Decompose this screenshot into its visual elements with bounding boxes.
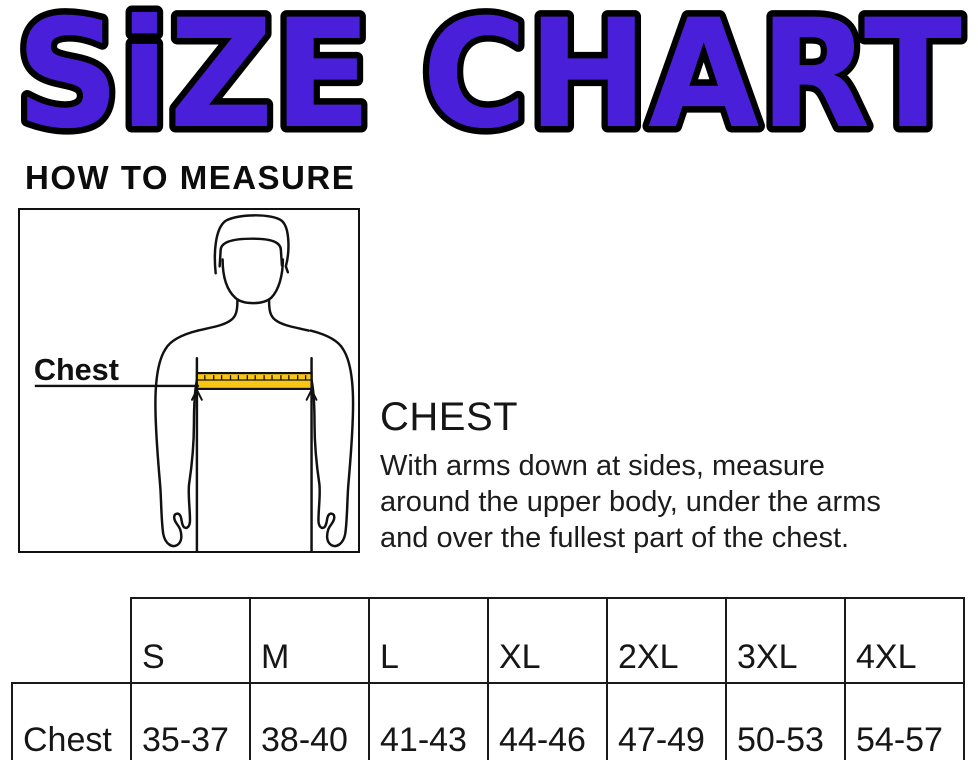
- blank-cell: [12, 598, 131, 683]
- row-label-cell: Chest: [12, 683, 131, 760]
- size-column-header: 2XL: [607, 598, 726, 683]
- chest-section-heading: CHEST: [380, 395, 519, 439]
- size-table-header-row: [12, 598, 964, 683]
- size-column-header: XL: [488, 598, 607, 683]
- measurement-cell: 35-37: [131, 683, 250, 760]
- body-figure: [20, 210, 358, 551]
- measurement-cell: 44-46: [488, 683, 607, 760]
- size-column-header: L: [369, 598, 488, 683]
- measurement-cell: 50-53: [726, 683, 845, 760]
- description-line: around the upper body, under the arms: [380, 486, 881, 518]
- measurement-cell: 38-40: [250, 683, 369, 760]
- measurement-cell: 54-57: [845, 683, 964, 760]
- title-art: [0, 0, 978, 152]
- how-to-measure-heading: HOW TO MEASURE: [25, 159, 356, 196]
- description-line: With arms down at sides, measure: [380, 450, 825, 482]
- description-line: and over the fullest part of the chest.: [380, 522, 850, 554]
- size-column-header: 3XL: [726, 598, 845, 683]
- chest-measurements-row: [12, 683, 964, 760]
- measurement-figure-box: [18, 208, 360, 553]
- title-text: SiZE CHART: [16, 0, 962, 152]
- figure-chest-label: Chest: [33, 353, 119, 388]
- page-title: [0, 0, 978, 152]
- chest-section-description: [380, 448, 960, 556]
- size-table: [11, 597, 965, 760]
- size-column-header: 4XL: [845, 598, 964, 683]
- measurement-cell: 47-49: [607, 683, 726, 760]
- size-column-header: S: [131, 598, 250, 683]
- measurement-cell: 41-43: [369, 683, 488, 760]
- size-column-header: M: [250, 598, 369, 683]
- tape-measure: [197, 373, 312, 389]
